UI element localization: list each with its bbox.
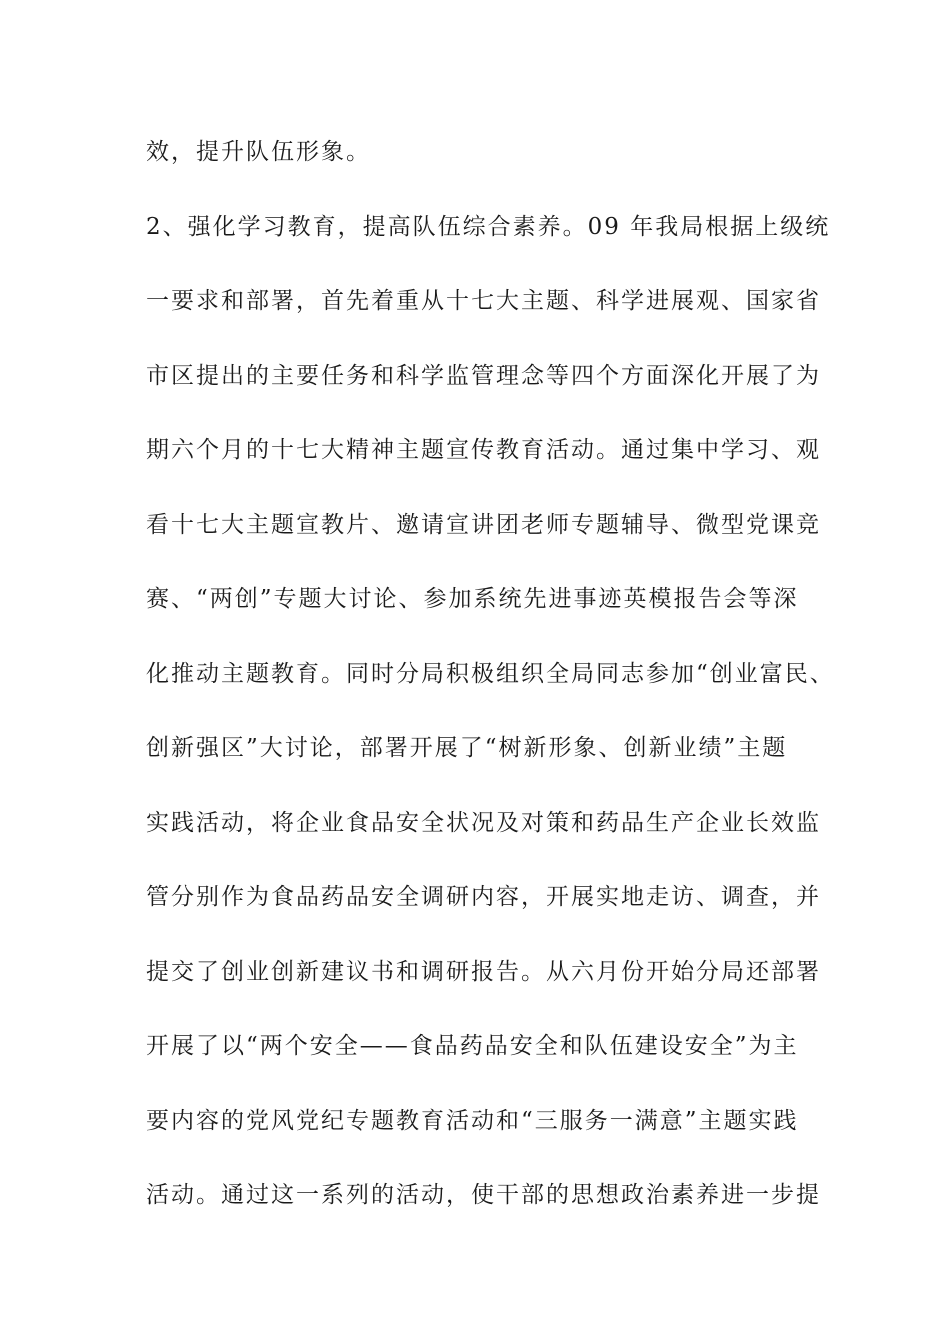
text-line: 活动。通过这一系列的活动，使干部的思想政治素养进一步提 [146,1182,821,1208]
text-line: 实践活动，将企业食品安全状况及对策和药品生产企业长效监 [146,809,821,836]
text-line: 看十七大主题宣教片、邀请宣讲团老师专题辅导、微型党课竞 [146,511,821,538]
text-line: 效，提升队伍形象。 [146,139,371,165]
text-line: 化推动主题教育。同时分局积极组织全局同志参加“创业富民、 [146,660,835,687]
text-line: 赛、“两创”专题大讨论、参加系统先进事迹英模报告会等深 [146,586,799,612]
text-line: 一要求和部署，首先着重从十七大主题、科学进展观、国家省 [146,288,821,314]
text-line: 市区提出的主要任务和科学监管理念等四个方面深化开展了为 [146,362,821,389]
text-line: 要内容的党风党纪专题教育活动和“三服务一满意”主题实践 [146,1107,799,1134]
text-line: 创新强区”大讨论，部署开展了“树新形象、创新业绩”主题 [146,735,788,761]
text-line: 开展了以“两个安全——食品药品安全和队伍建设安全”为主 [146,1033,799,1059]
text-line: 期六个月的十七大精神主题宣传教育活动。通过集中学习、观 [146,437,821,463]
text-line: 管分别作为食品药品安全调研内容，开展实地走访、调查，并 [146,884,821,910]
text-line: 2、强化学习教育，提高队伍综合素养。09 年我局根据上级统 [146,213,831,240]
text-line: 提交了创业创新建议书和调研报告。从六月份开始分局还部署 [146,958,821,985]
body-text [146,128,835,1246]
